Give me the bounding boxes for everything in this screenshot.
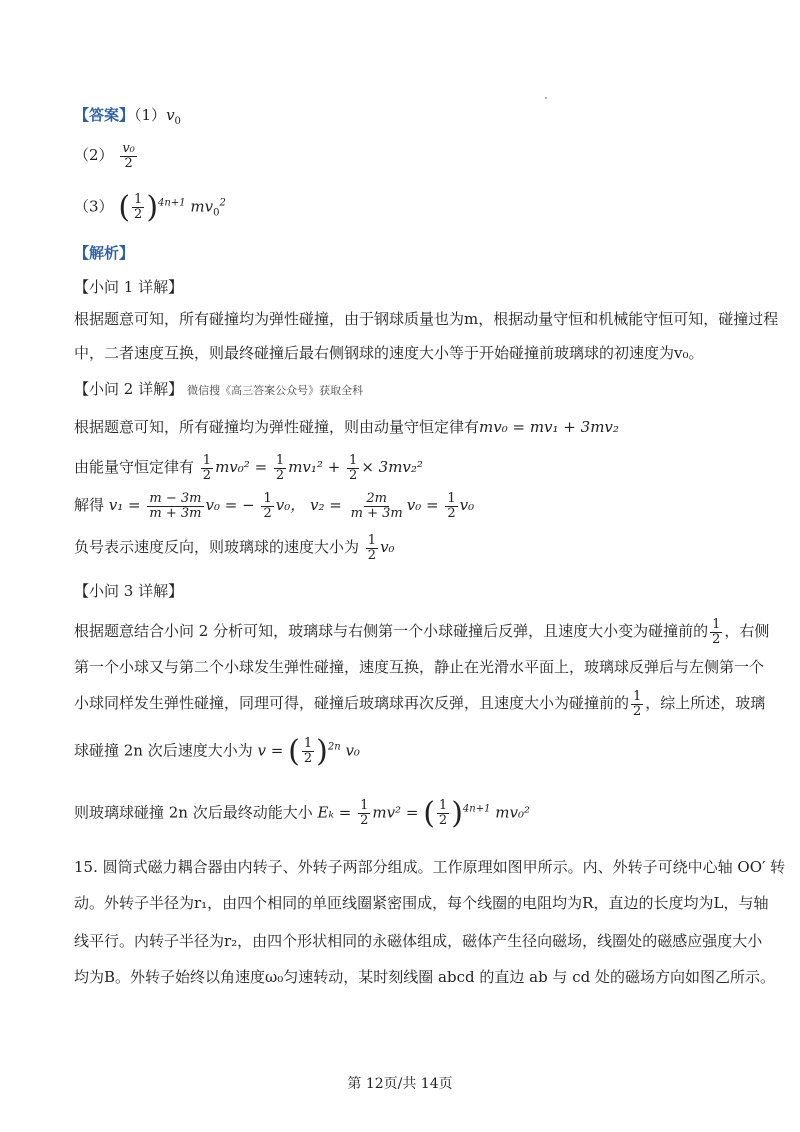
fraction-numerator: 1 — [438, 798, 448, 814]
energy-eq-part-3: × 3mv₂² — [361, 458, 423, 477]
fraction-numerator: 1 — [263, 491, 272, 506]
half-fraction — [132, 193, 144, 221]
q1-line-2: 中，二者速度互换，则最终碰撞后最右侧钢球的速度大小等于开始碰撞前玻璃球的初速度为v₀。 — [74, 344, 704, 362]
answer-1-num: （1） — [134, 106, 167, 124]
q3-line-1 — [74, 618, 769, 646]
half-fraction — [710, 618, 722, 646]
fraction-denominator: 2 — [134, 207, 143, 222]
q2-line-4 — [74, 534, 395, 562]
page-footer: 第 12页/共 14页 — [347, 1076, 453, 1092]
answer-3-tail-sub: 0 — [213, 207, 220, 219]
analysis-tag: 【解析】 — [74, 244, 135, 262]
q15-line-3: 线平行。内转子半径为r₂，由四个形状相同的永磁体组成，磁体产生径向磁场，线圈处的磁感应强度大小 — [74, 932, 763, 950]
answer-line-1 — [74, 104, 181, 127]
answer-3-num: （3） — [74, 197, 114, 216]
q3-heading: 【小问 3 详解】 — [74, 582, 184, 600]
exponent: 2n — [327, 741, 341, 753]
answer-tag: 【答案】 — [74, 106, 135, 124]
q2-line-3-text: 解得 — [74, 496, 105, 515]
q3-line-1-end: ，右侧 — [724, 622, 770, 641]
q2-line-4-end: v₀ — [380, 538, 395, 557]
answer-1-sub: 0 — [174, 116, 181, 127]
half-fraction — [347, 454, 359, 482]
ek-mid: mv² = — [372, 803, 419, 822]
q2-heading: 【小问 2 详解】 — [74, 380, 184, 398]
q2-line-3 — [74, 492, 474, 520]
exponent: 4n+1 — [462, 803, 491, 815]
q2-line-4-text: 负号表示速度反向，则玻璃球的速度大小为 — [74, 538, 360, 557]
energy-eq-part-2: mv₁² + — [288, 458, 341, 477]
fraction-denominator: 2 — [360, 813, 369, 828]
speck — [545, 97, 547, 99]
fraction-denominator: 2 — [303, 751, 313, 766]
fraction-numerator: v₀ — [122, 141, 135, 156]
fraction-denominator: 2 — [438, 813, 448, 828]
fraction-numerator: 2m — [366, 491, 387, 506]
q3-line-4-text: 球碰撞 2n 次后速度大小为 — [74, 741, 253, 760]
answer-3-tail-sup: 2 — [219, 197, 226, 209]
answer-line-2 — [74, 142, 139, 170]
analysis-heading — [74, 242, 134, 263]
fraction-numerator: 1 — [349, 453, 358, 468]
q3-line-3-end: ，综上所述，玻璃 — [645, 694, 766, 713]
q2-line-2-text: 由能量守恒定律有 — [74, 458, 195, 477]
half-fraction — [631, 690, 643, 718]
paren-right: ) — [316, 734, 328, 769]
fraction-numerator: m − 3m — [149, 491, 202, 506]
q3-line-3 — [74, 690, 765, 718]
fraction-denominator: m + 3m — [149, 505, 202, 521]
v1-mid: v₀ = − — [205, 496, 255, 515]
paren-left: ( — [423, 796, 435, 831]
q15-line-2: 动。外转子半径为r₁，由四个相同的单匝线圈紧密围成，每个线圈的电阻均为R，直边的长度均为L，与轴 — [74, 894, 769, 912]
q3-line-5-text: 则玻璃球碰撞 2n 次后最终动能大小 — [74, 803, 313, 822]
q2-line-2 — [74, 454, 423, 482]
fraction-denominator: m + 3m — [350, 505, 403, 521]
half-fraction — [274, 454, 286, 482]
paren-left: ( — [118, 190, 131, 225]
fraction-denominator: 2 — [275, 467, 285, 483]
half-fraction — [445, 492, 457, 520]
answer-3-exponent: 4n+1 — [158, 197, 186, 209]
fraction-numerator: 1 — [712, 617, 721, 632]
q15-line-4: 均为B。外转子始终以角速度ω₀匀速转动，某时刻线圈 abcd 的直边 ab 与 cd 处的磁场方向如图乙所示。 — [74, 968, 775, 986]
v1-fraction — [147, 492, 203, 520]
q2-line-1-text: 根据题意可知，所有碰撞均为弹性碰撞，则由动量守恒定律有 — [74, 418, 480, 436]
v2-mid: v₀ = — [406, 496, 439, 515]
q2-line-1 — [74, 416, 619, 437]
momentum-equation: mv₀ = mv₁ + 3mv₂ — [479, 418, 619, 436]
fraction-numerator: 1 — [633, 689, 642, 704]
half-fraction — [358, 799, 370, 827]
fraction-numerator: 1 — [275, 453, 285, 468]
paren-right: ) — [451, 796, 463, 831]
paren-left: ( — [288, 734, 300, 769]
q1-heading: 【小问 1 详解】 — [74, 278, 184, 296]
q2-heading-line — [74, 378, 363, 399]
v2-end: v₀ — [459, 496, 475, 515]
q3-line-5 — [74, 796, 530, 831]
fraction-numerator: 1 — [367, 533, 377, 548]
paren-right: ) — [146, 190, 159, 225]
fraction-denominator: 2 — [447, 505, 456, 521]
fraction-denominator: 2 — [633, 703, 642, 719]
v-label: v = — [257, 741, 284, 760]
q1-line-1: 根据题意可知，所有碰撞均为弹性碰撞，由于钢球质量也为m，根据动量守恒和机械能守恒可知，碰撞过程 — [74, 310, 779, 328]
half-fraction — [437, 799, 449, 827]
fraction-denominator: 2 — [712, 631, 721, 647]
energy-eq-part-1: mv₀² = — [215, 458, 268, 477]
q3-line-4-end: v₀ — [345, 741, 360, 760]
half-fraction — [366, 534, 378, 562]
answer-2-num: （2） — [74, 146, 114, 165]
fraction-numerator: 1 — [447, 491, 456, 506]
q3-line-3-text: 小球同样发生弹性碰撞，同理可得，碰撞后玻璃球再次反弹，且速度大小为碰撞前的 — [74, 694, 630, 713]
v1-label: v₁ = — [108, 496, 141, 515]
half-fraction — [201, 454, 213, 482]
q15-line-1: 15. 圆筒式磁力耦合器由内转子、外转子两部分组成。工作原理如图甲所示。内、外转子可绕中心轴 OO′ 转 — [74, 858, 786, 876]
fraction-denominator: 2 — [349, 467, 358, 483]
q3-line-2: 第一个小球又与第二个小球发生弹性碰撞，速度互换，静止在光滑水平面上，玻璃球反弹后与左侧第一个 — [74, 658, 765, 676]
fraction-denominator: 2 — [202, 467, 212, 483]
fraction-denominator: 2 — [367, 547, 377, 563]
fraction-numerator: 1 — [134, 192, 143, 208]
q3-line-4 — [74, 734, 360, 769]
q3-line-5-end: mv₀² — [495, 803, 530, 822]
fraction-numerator: 1 — [303, 736, 313, 752]
fraction-denominator: 2 — [124, 155, 133, 171]
fraction-numerator: 1 — [360, 798, 369, 814]
answer-2-fraction — [120, 142, 137, 170]
watermark-text: 微信搜《高三答案公众号》获取全科 — [187, 384, 364, 397]
q3-line-1-text: 根据题意结合小问 2 分析可知，玻璃球与右侧第一个小球碰撞后反弹，且速度大小变为碰撞前的 — [74, 622, 709, 641]
half-fraction — [261, 492, 273, 520]
answer-3-tail: mv — [190, 197, 214, 216]
v2-label: v₂ = — [310, 496, 342, 515]
ek-label: Eₖ = — [317, 803, 352, 822]
half-fraction — [302, 737, 314, 765]
answer-line-3 — [74, 190, 226, 225]
answer-1-value: v — [166, 106, 175, 124]
v1-end: v₀， — [275, 496, 306, 515]
fraction-denominator: 2 — [263, 505, 272, 521]
fraction-numerator: 1 — [202, 453, 212, 468]
v2-fraction — [349, 492, 405, 520]
